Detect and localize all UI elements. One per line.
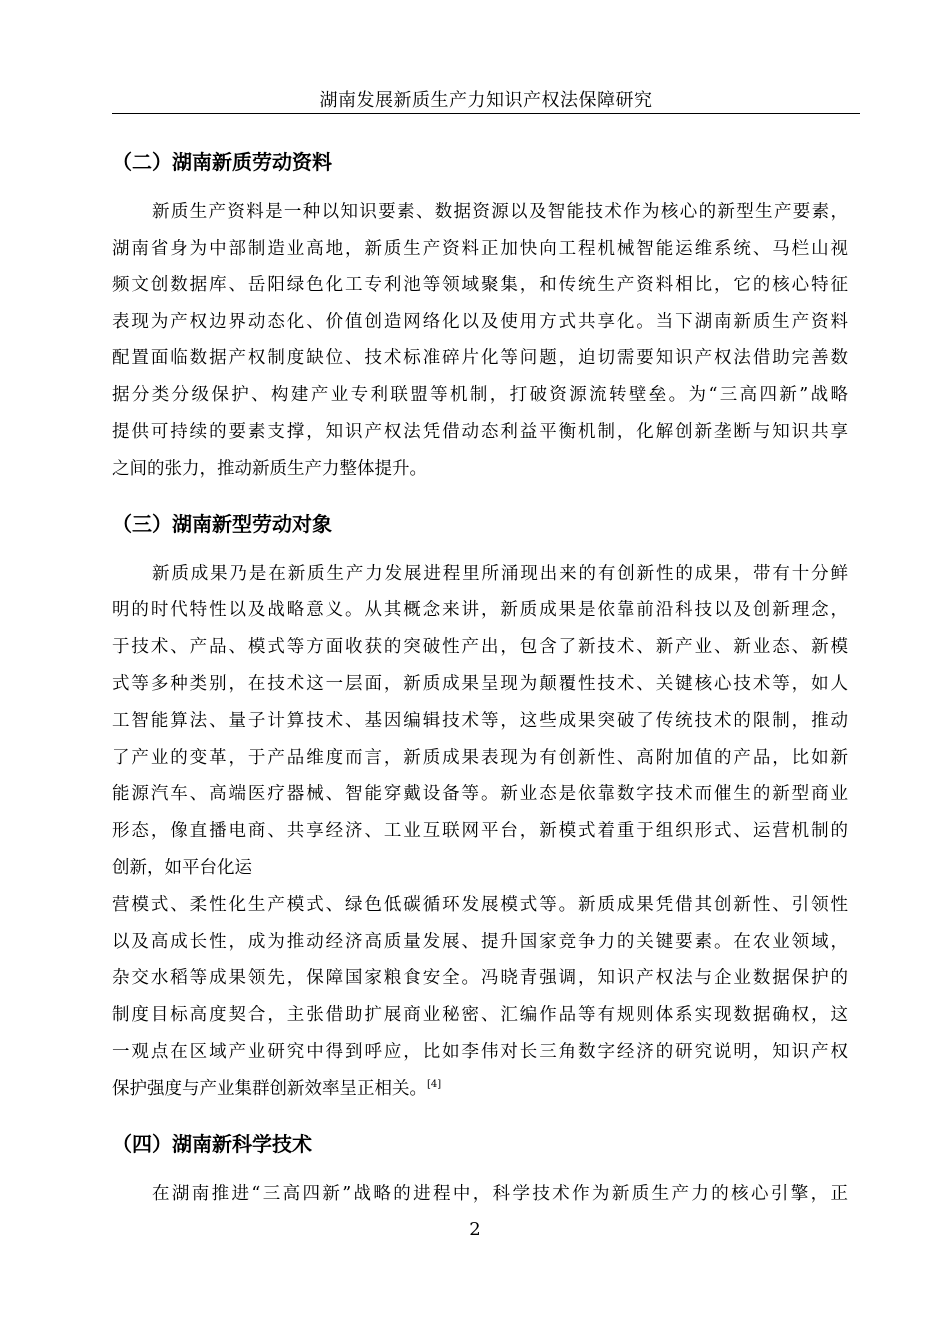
paragraph-line: 新质成果乃是在新质生产力发展进程里所涌现出来的有创新性的成果，带有十分鲜 [152,564,848,584]
paragraph-line: 一观点在区域产业研究中得到呼应，比如李伟对长三角数字经济的研究说明，知识产权 [112,1042,848,1062]
paragraph-line: 形态，像直播电商、共享经济、工业互联网平台，新模式着重于组织形式、运营机制的 [112,821,848,841]
paragraph-line: 于技术、产品、模式等方面收获的突破性产出，包含了新技术、新产业、新业态、新模 [112,637,848,657]
paragraph-line: 表现为产权边界动态化、价值创造网络化以及使用方式共享化。当下湖南新质生产资料 [112,312,848,332]
paragraph-line: 以及高成长性，成为推动经济高质量发展、提升国家竞争力的关键要素。在农业领域， [112,932,848,952]
paragraph-line: 明的时代特性以及战略意义。从其概念来讲，新质成果是依靠前沿科技以及创新理念， [112,600,848,620]
paragraph-line: 能源汽车、高端医疗器械、智能穿戴设备等。新业态是依靠数字技术而催生的新型商业 [112,784,848,804]
paragraph-line: 新质生产资料是一种以知识要素、数据资源以及智能技术作为核心的新型生产要素， [152,202,848,222]
paragraph-line: 据分类分级保护、构建产业专利联盟等机制，打破资源流转壁垒。为“三高四新”战略 [112,385,848,405]
paragraph-line: 营模式、柔性化生产模式、绿色低碳循环发展模式等。新质成果凭借其创新性、引领性 [112,895,848,915]
paragraph-line [112,1077,848,1101]
paragraph-line: 杂交水稻等成果领先，保障国家粮食安全。冯晓青强调，知识产权法与企业数据保护的 [112,968,848,988]
header-rule [112,113,860,114]
paragraph-line: 了产业的变革，于产品维度而言，新质成果表现为有创新性、高附加值的产品，比如新 [112,748,848,768]
paragraph-line: 在湖南推进“三高四新”战略的进程中，科学技术作为新质生产力的核心引擎，正 [152,1184,848,1204]
running-header: 湖南发展新质生产力知识产权法保障研究 [319,90,653,111]
page-number: 2 [469,1219,481,1240]
paragraph-line: 配置面临数据产权制度缺位、技术标准碎片化等问题，迫切需要知识产权法借助完善数 [112,348,848,368]
citation-ref[interactable]: [4] [427,1079,442,1091]
paragraph-line: 工智能算法、量子计算技术、基因编辑技术等，这些成果突破了传统技术的限制，推动 [112,711,848,731]
paragraph-line: 湖南省身为中部制造业高地，新质生产资料正加快向工程机械智能运维系统、马栏山视 [112,239,848,259]
paragraph-text: 保护强度与产业集群创新效率呈正相关。 [112,1079,427,1099]
paragraph-line: 提供可持续的要素支撑，知识产权法凭借动态利益平衡机制，化解创新垄断与知识共享 [112,422,848,442]
section-heading: （二）湖南新质劳动资料 [112,150,332,174]
paragraph-line: 制度目标高度契合，主张借助扩展商业秘密、汇编作品等有规则体系实现数据确权，这 [112,1005,848,1025]
paragraph-line: 创新，如平台化运 [112,858,252,878]
paragraph-line: 之间的张力，推动新质生产力整体提升。 [112,459,427,479]
paragraph-line: 频文创数据库、岳阳绿色化工专利池等领域聚集，和传统生产资料相比，它的核心特征 [112,275,848,295]
paragraph-line: 式等多种类别，在技术这一层面，新质成果呈现为颠覆性技术、关键核心技术等，如人 [112,674,848,694]
section-heading: （四）湖南新科学技术 [112,1132,312,1156]
section-heading: （三）湖南新型劳动对象 [112,512,332,536]
